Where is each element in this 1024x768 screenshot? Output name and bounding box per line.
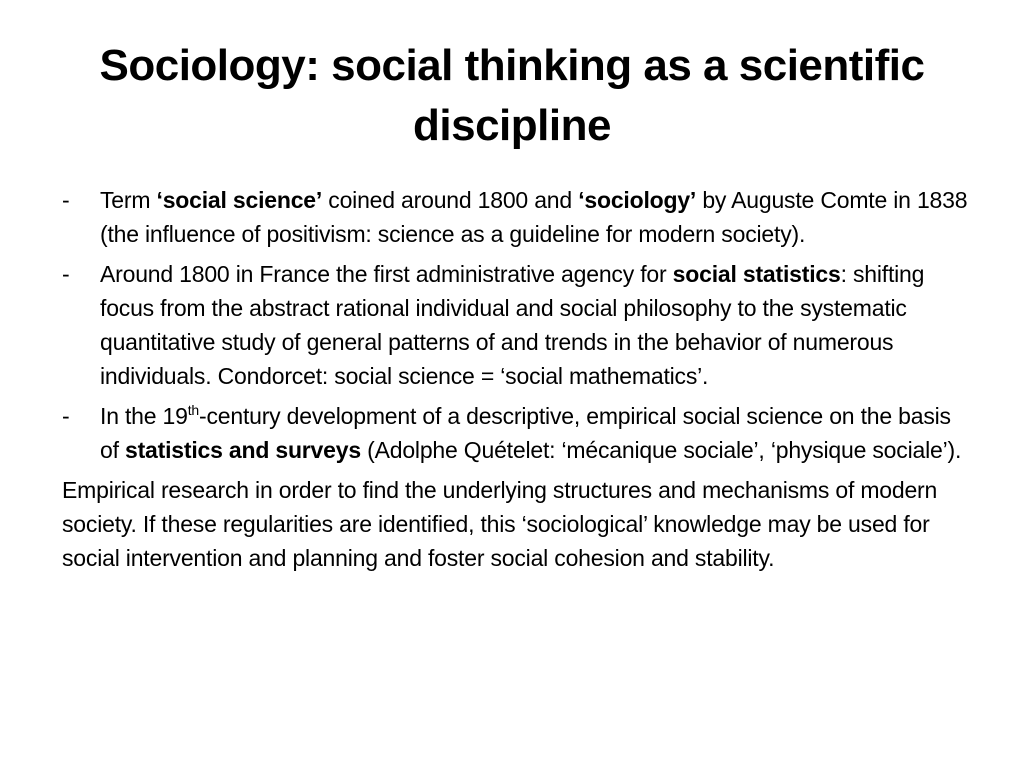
conclusion-paragraph: Empirical research in order to find the underlying structures and mechanisms of modern society. If these regularities are identified, this ‘sociological’ knowledge may be used for social intervention and planning and foster social cohesion and stability. [62,477,938,571]
bullet-item-terms [62,183,972,251]
bullet-dash: - [62,261,70,287]
bold-term-sociology: ‘sociology’ [578,187,697,213]
slide-title: Sociology: social thinking as a scientific discipline [99,41,925,150]
slide-body [62,183,972,575]
bullet-item-statistics-agency [62,257,972,393]
bullet-text: coined around 1800 and [322,187,579,213]
bullet-dash: - [62,187,70,213]
bullet-list [62,183,972,467]
bold-term-social-science: ‘social science’ [156,187,323,213]
bullet-item-19th-century [62,399,972,467]
bold-term-statistics-and-surveys: statistics and surveys [124,437,361,463]
bullet-text: In the 19 [100,403,188,429]
bullet-text: (Adolphe Quételet: ‘mécanique sociale’, ‘physique sociale’). [360,437,962,463]
bullet-text: -century development of a descriptive, empirical social science on the basis of [100,403,951,463]
bullet-text: Around 1800 in France the first administrative agency for [100,261,673,287]
bullet-dash: - [62,403,70,429]
bullet-text: : shifting focus from the abstract rational individual and social philosophy to the systematic quantitative study of general patterns of and trends in the behavior of numerous individuals. Condorcet: social science = ‘social mathematics’. [100,261,925,389]
superscript-th: th [187,402,199,418]
bullet-text: by Auguste Comte in 1838 (the influence of positivism: science as a guideline for modern society). [100,187,968,247]
bullet-text: Term [100,187,157,213]
bold-term-social-statistics: social statistics [672,261,841,287]
